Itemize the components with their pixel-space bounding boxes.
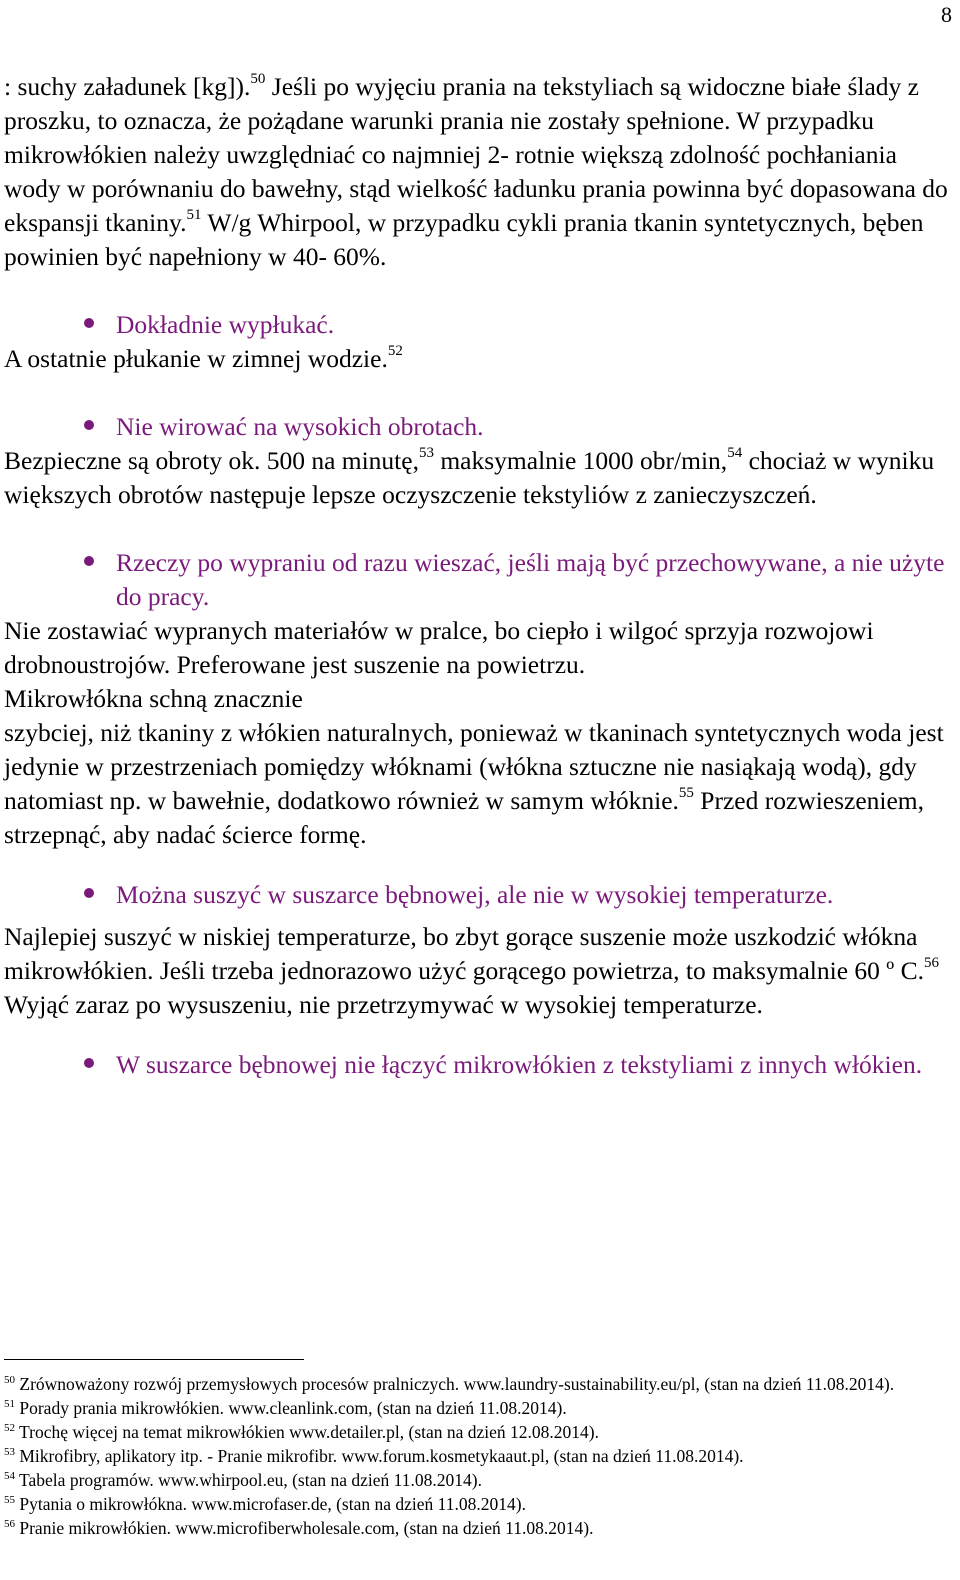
footnote-51: $^{51}$ Porady prania mikrowłókien. www.cleanlink.com, (stan na dzień 11.08.2014). [4,1398,567,1418]
footnote-ref-56[interactable]: 56 [923,954,939,971]
page-number: 8 [941,2,952,27]
footnote-ref-53[interactable]: 53 [418,444,434,461]
footnote-52: $^{52}$ Trochę więcej na temat mikrowłókien www.detailer.pl, (stan na dzień 12.08.2014). [4,1422,600,1442]
footnote-ref-50[interactable]: 50 [250,70,266,87]
footnote-divider [4,1359,304,1360]
bullet-item-rinse: Dokładnie wypłukać. [4,308,956,342]
footnote-ref-52[interactable]: 52 [387,342,403,359]
footnote-53: $^{53}$ Mikrofibry, aplikatory itp. - Pranie mikrofibr. www.forum.kosmetykaaut.pl, (stan na dzień 11.08.2014). [4,1446,744,1466]
bullet-item-spin: Nie wirować na wysokich obrotach. [4,410,956,444]
footnote-ref-54[interactable]: 54 [727,444,743,461]
bullet-dot-icon [84,888,94,898]
bullet-item-hang: Rzeczy po wypraniu od razu wieszać, jeśli mają być przechowywane, a nie użyte do pracy. [4,546,956,614]
bullet-dot-icon [84,556,94,566]
bullet-list [4,308,956,342]
bullet-item-separate: W suszarce bębnowej nie łączyć mikrowłókien z tekstyliami z innych włókien. [4,1048,956,1082]
bullet-dot-icon [84,318,94,328]
paragraph-laundry-load: : suchy załadunek [kg]).$^{50}$ Jeśli po wyjęciu prania na tekstyliach są widoczne białe ślady z proszku, to oznacza, że pożądane warunki prania nie zostały spełnione. W przypadku mikrowłókien należy uwzględniać co najmniej 2- rotnie większą zdolność pochłaniania wody w porównaniu do bawełny, stąd wielkość ładunku prania powinna być dopasowana do ekspansji tkaniny.$^{51}$ W/g Whirpool, w przypadku cykli prania tkanin syntetycznych, bęben powinien być napełniony w 40- 60%. [4,70,948,271]
footnote-50: $^{50}$ Zrównoważony rozwój przemysłowych procesów pralniczych. www.laundry-sustainability.eu/pl, (stan na dzień 11.08.2014). [4,1374,895,1394]
bullet-dot-icon [84,1058,94,1068]
page-body [4,70,956,1082]
bullet-dot-icon [84,420,94,430]
footnote-ref-51[interactable]: 51 [186,206,202,223]
paragraph-rinse: A ostatnie płukanie w zimnej wodzie.$^{52}$ [4,342,403,373]
paragraph-spin: Bezpieczne są obroty ok. 500 na minutę,$^{53}$ maksymalnie 1000 obr/min,$^{54}$ chociaż w wyniku większych obrotów następuje lepsze oczyszczenie tekstyliów z zanieczyszczeń. [4,444,935,509]
footnotes [4,1372,944,1540]
paragraph-temperature: Najlepiej suszyć w niskiej temperaturze, bo zbyt gorące suszenie może uszkodzić włókna mikrowłókien. Jeśli trzeba jednorazowo użyć gorącego powietrza, to maksymalnie 60 º C.$^{56}$ Wyjąć zaraz po wysuszeniu, nie przetrzymywać w wysokiej temperaturze. [4,922,939,1019]
paragraph-drying: Nie zostawiać wypranych materiałów w pralce, bo ciepło i wilgoć sprzyja rozwojowi drobnoustrojów. Preferowane jest suszenie na powietrzu. Mikrowłókna schną znacznie szybciej, niż tkaniny z włókien naturalnych, ponieważ w tkaninach syntetycznych woda jest jedynie w przestrzeniach pomiędzy włóknami (włókna sztuczne nie nasiąkają wodą), gdy natomiast np. w bawełnie, dodatkowo również w samym włóknie.$^{55}$ Przed rozwieszeniem, strzepnąć, aby nadać ścierce formę. [4,616,944,849]
footnote-ref-55[interactable]: 55 [678,784,694,801]
footnote-56: $^{56}$ Pranie mikrowłókien. www.microfiberwholesale.com, (stan na dzień 11.08.2014). [4,1518,594,1538]
footnote-54: $^{54}$ Tabela programów. www.whirpool.eu, (stan na dzień 11.08.2014). [4,1470,482,1490]
footnote-55: $^{55}$ Pytania o mikrowłókna. www.microfaser.de, (stan na dzień 11.08.2014). [4,1494,526,1514]
bullet-item-tumble-dry: Można suszyć w suszarce bębnowej, ale nie w wysokiej temperaturze. [4,878,956,912]
